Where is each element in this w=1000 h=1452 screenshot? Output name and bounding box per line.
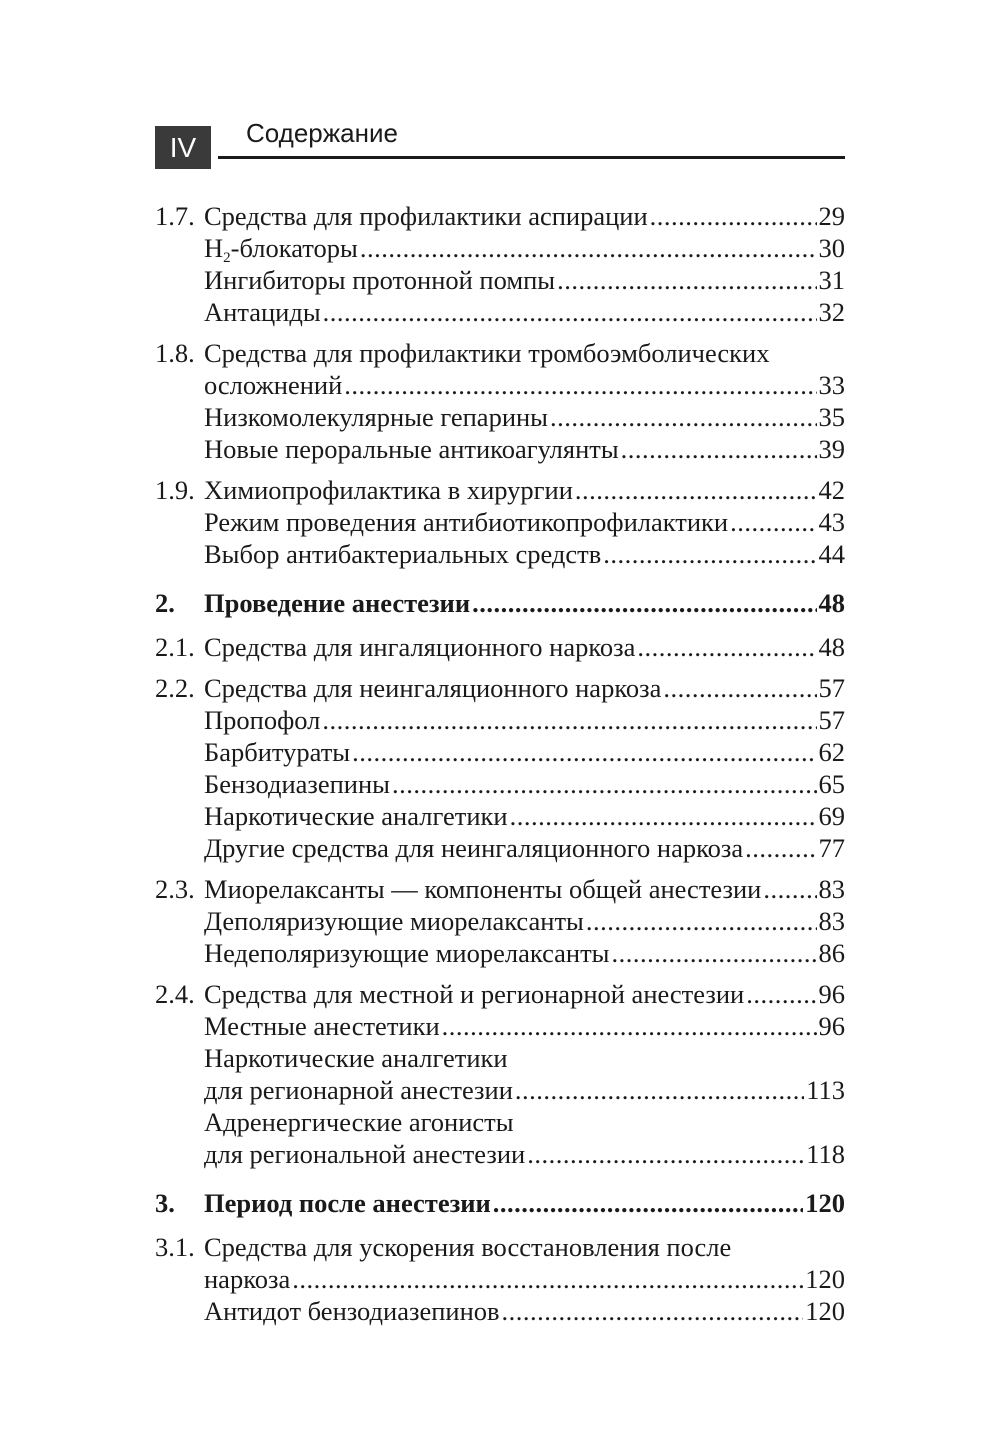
entry-title: Недеполяризующие миорелаксанты bbox=[204, 938, 610, 968]
toc-entry-2-3[interactable] bbox=[155, 873, 845, 905]
entry-page: 57 bbox=[818, 705, 845, 735]
dot-leader bbox=[650, 200, 817, 232]
entry-title: Местные анестетики bbox=[204, 1011, 440, 1041]
entry-page: 65 bbox=[818, 769, 845, 799]
entry-page: 96 bbox=[818, 979, 845, 1009]
entry-title: Выбор антибактериальных средств bbox=[204, 539, 602, 569]
entry-page: 48 bbox=[818, 632, 845, 662]
entry-number: 1.8. bbox=[155, 338, 195, 368]
entry-title: Средства для ускорения восстановления после bbox=[204, 1232, 732, 1262]
dot-leader bbox=[352, 736, 816, 768]
entry-page: 113 bbox=[806, 1075, 845, 1105]
chapter-number: 3. bbox=[155, 1188, 175, 1218]
entry-title: Другие средства для неингаляционного наркоза bbox=[204, 833, 744, 863]
toc-chapter-3[interactable] bbox=[155, 1184, 845, 1222]
toc-entry-choice[interactable] bbox=[155, 538, 845, 570]
dot-leader bbox=[502, 1295, 804, 1327]
toc-entry-narcotic-regional[interactable] bbox=[155, 1042, 845, 1074]
entry-title: Антидот бензодиазепинов bbox=[204, 1296, 500, 1326]
dot-leader bbox=[763, 873, 816, 905]
toc-list bbox=[155, 200, 845, 1327]
page-number-roman: IV bbox=[155, 126, 211, 169]
toc-entry-1-7[interactable] bbox=[155, 200, 845, 232]
dot-leader bbox=[557, 264, 816, 296]
entry-title: Средства для ингаляционного наркоза bbox=[204, 632, 636, 662]
toc-entry-narcotic-regional-cont[interactable] bbox=[155, 1074, 845, 1106]
page-title: Содержание bbox=[246, 118, 398, 148]
toc-entry-antacids[interactable] bbox=[155, 296, 845, 328]
toc-entry-1-9[interactable] bbox=[155, 474, 845, 506]
entry-title: Антациды bbox=[204, 297, 321, 327]
toc-entry-benzodiazepines[interactable] bbox=[155, 768, 845, 800]
toc-entry-2-4[interactable] bbox=[155, 978, 845, 1010]
dot-leader bbox=[292, 1263, 803, 1295]
entry-title: Барбитураты bbox=[204, 737, 351, 767]
entry-title: Бензодиазепины bbox=[204, 769, 390, 799]
dot-leader bbox=[493, 1184, 803, 1222]
toc-entry-1-8[interactable] bbox=[155, 337, 845, 369]
entry-page: 32 bbox=[818, 297, 845, 327]
dot-leader bbox=[621, 433, 817, 465]
dot-leader bbox=[637, 631, 816, 663]
toc-entry-h2-blockers[interactable] bbox=[155, 232, 845, 264]
toc-entry-narcotic-analgesics[interactable] bbox=[155, 800, 845, 832]
entry-page: 35 bbox=[818, 402, 845, 432]
entry-page: 44 bbox=[818, 539, 845, 569]
entry-title: Наркотические аналгетики bbox=[204, 1043, 508, 1073]
entry-page: 83 bbox=[818, 874, 845, 904]
toc-entry-local-anesthetics[interactable] bbox=[155, 1010, 845, 1042]
toc-entry-regimen[interactable] bbox=[155, 506, 845, 538]
toc-entry-depolarizing[interactable] bbox=[155, 905, 845, 937]
entry-title: Миорелаксанты — компоненты общей анестезии bbox=[204, 874, 762, 904]
entry-title-cont: наркоза bbox=[204, 1264, 291, 1294]
entry-title: Средства для неингаляционного наркоза bbox=[204, 673, 662, 703]
toc-entry-adrenergic[interactable] bbox=[155, 1106, 845, 1138]
dot-leader bbox=[442, 1010, 817, 1042]
entry-page: 118 bbox=[806, 1139, 845, 1169]
toc-chapter-2[interactable] bbox=[155, 584, 845, 622]
dot-leader bbox=[510, 800, 817, 832]
entry-page: 83 bbox=[818, 906, 845, 936]
toc-entry-2-2[interactable] bbox=[155, 672, 845, 704]
entry-page: 77 bbox=[818, 833, 845, 863]
toc-entry-2-1[interactable] bbox=[155, 631, 845, 663]
entry-title: Средства для профилактики тромбоэмболических bbox=[204, 338, 770, 368]
toc-entry-antidote[interactable] bbox=[155, 1295, 845, 1327]
dot-leader bbox=[603, 538, 816, 570]
entry-number: 3.1. bbox=[155, 1232, 195, 1262]
toc-entry-adrenergic-cont[interactable] bbox=[155, 1138, 845, 1170]
entry-title: Ингибиторы протонной помпы bbox=[204, 265, 556, 295]
dot-leader bbox=[527, 1138, 804, 1170]
toc-entry-lmwh[interactable] bbox=[155, 401, 845, 433]
entry-number: 2.1. bbox=[155, 632, 195, 662]
dot-leader bbox=[323, 296, 817, 328]
entry-page: 120 bbox=[805, 1264, 845, 1294]
entry-page: 69 bbox=[818, 801, 845, 831]
toc-entry-propofol[interactable] bbox=[155, 704, 845, 736]
toc-entry-barbiturates[interactable] bbox=[155, 736, 845, 768]
dot-leader bbox=[746, 978, 816, 1010]
dot-leader bbox=[745, 832, 816, 864]
toc-entry-1-8-cont[interactable] bbox=[155, 369, 845, 401]
entry-number: 1.9. bbox=[155, 475, 195, 505]
toc-entry-3-1[interactable] bbox=[155, 1231, 845, 1263]
dot-leader bbox=[515, 1074, 804, 1106]
entry-title: Наркотические аналгетики bbox=[204, 801, 508, 831]
entry-page: 29 bbox=[818, 201, 845, 231]
entry-page: 96 bbox=[818, 1011, 845, 1041]
toc-entry-noac[interactable] bbox=[155, 433, 845, 465]
entry-title: Средства для местной и регионарной анестезии bbox=[204, 979, 745, 1009]
entry-title: Средства для профилактики аспирации bbox=[204, 201, 648, 231]
toc-entry-other-agents[interactable] bbox=[155, 832, 845, 864]
entry-title: Химиопрофилактика в хирургии bbox=[204, 475, 573, 505]
toc-entry-3-1-cont[interactable] bbox=[155, 1263, 845, 1295]
entry-title: Режим проведения антибиотикопрофилактики bbox=[204, 507, 729, 537]
entry-title: Новые пероральные антикоагулянты bbox=[204, 434, 619, 464]
entry-title-cont: для региональной анестезии bbox=[204, 1139, 526, 1169]
entry-title-cont: осложнений bbox=[204, 370, 343, 400]
entry-title: Пропофол bbox=[204, 705, 321, 735]
toc-entry-ppi[interactable] bbox=[155, 264, 845, 296]
dot-leader bbox=[344, 369, 816, 401]
chapter-page: 120 bbox=[805, 1188, 845, 1218]
dot-leader bbox=[392, 768, 817, 800]
entry-page: 30 bbox=[818, 233, 845, 263]
chapter-number: 2. bbox=[155, 588, 175, 618]
chapter-page: 48 bbox=[818, 588, 845, 618]
entry-number: 1.7. bbox=[155, 201, 195, 231]
dot-leader bbox=[586, 905, 817, 937]
entry-title: Деполяризующие миорелаксанты bbox=[204, 906, 584, 936]
chapter-title: Период после анестезии bbox=[204, 1188, 491, 1218]
entry-title: $H_2$-блокаторы bbox=[204, 233, 358, 266]
entry-page: 33 bbox=[818, 370, 845, 400]
dot-leader bbox=[472, 584, 816, 622]
toc-entry-nondepolarizing[interactable] bbox=[155, 937, 845, 969]
dot-leader bbox=[322, 704, 816, 736]
entry-page: 86 bbox=[818, 938, 845, 968]
dot-leader bbox=[575, 474, 817, 506]
entry-page: 120 bbox=[805, 1296, 845, 1326]
entry-page: 43 bbox=[818, 507, 845, 537]
entry-number: 2.4. bbox=[155, 979, 195, 1009]
entry-number: 2.3. bbox=[155, 874, 195, 904]
dot-leader bbox=[360, 232, 817, 264]
dot-leader bbox=[663, 672, 816, 704]
header-rule bbox=[218, 156, 845, 159]
entry-page: 39 bbox=[818, 434, 845, 464]
dot-leader bbox=[730, 506, 816, 538]
entry-title: Адренергические агонисты bbox=[204, 1107, 514, 1137]
entry-page: 57 bbox=[818, 673, 845, 703]
chapter-title: Проведение анестезии bbox=[204, 588, 471, 618]
entry-title: Низкомолекулярные гепарины bbox=[204, 402, 548, 432]
entry-page: 42 bbox=[818, 475, 845, 505]
entry-page: 62 bbox=[818, 737, 845, 767]
dot-leader bbox=[550, 401, 817, 433]
dot-leader bbox=[611, 937, 816, 969]
entry-page: 31 bbox=[818, 265, 845, 295]
entry-title-cont: для регионарной анестезии bbox=[204, 1075, 513, 1105]
entry-number: 2.2. bbox=[155, 673, 195, 703]
